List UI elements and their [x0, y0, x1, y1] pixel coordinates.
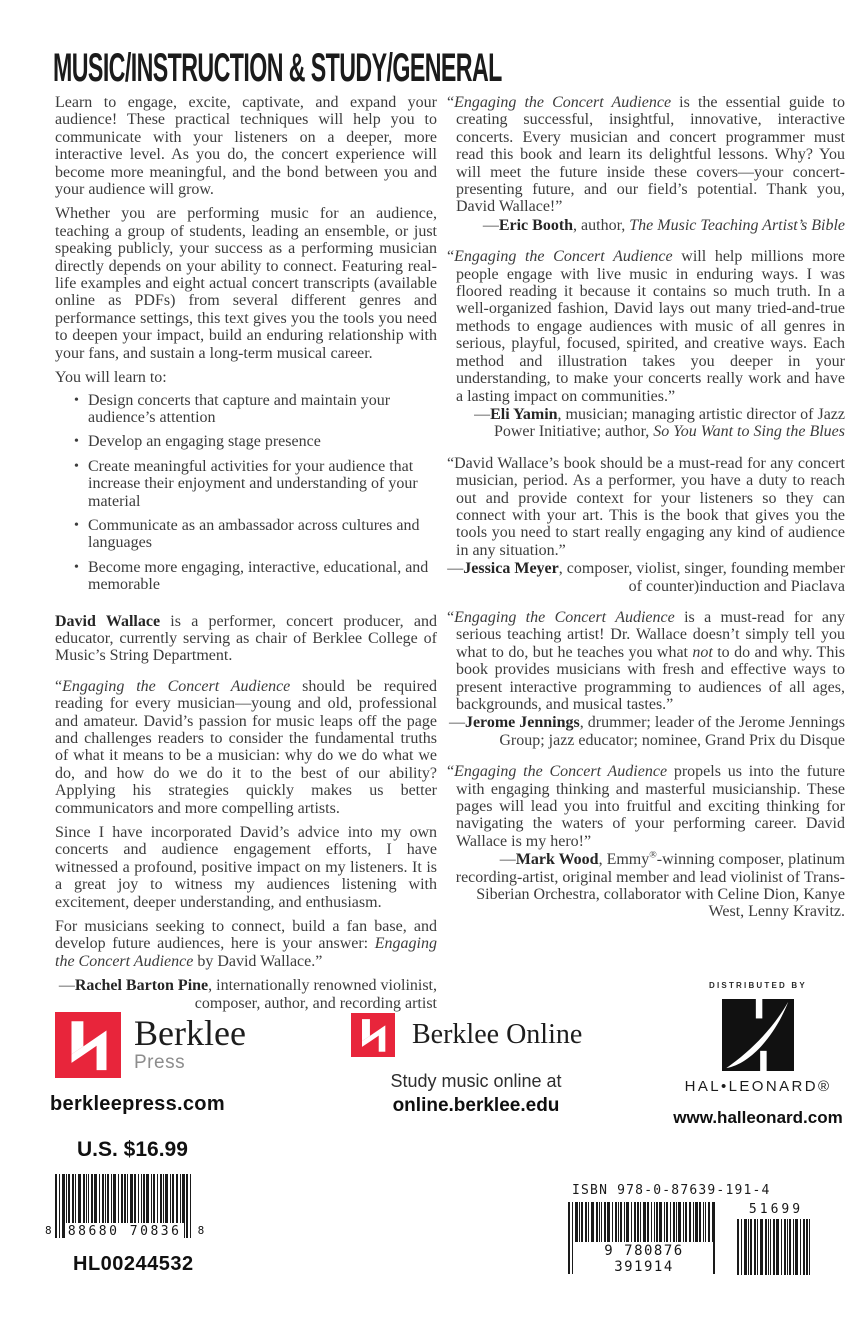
quote-paragraph: Since I have incorporated David’s advice into my own concerts and audience engagement efforts, I have witnessed a profound, positive impact on my listeners. It is a great joy to witness my audiences listening with excitement, deeper understanding, and enthusiasm.: [55, 824, 437, 911]
quote-attribution: —Eric Booth, author, The Music Teaching Artist’s Bible: [482, 216, 845, 234]
isbn-addon-digits: 51699: [748, 1202, 804, 1217]
list-item: • Create meaningful activities for your audience that increase their enjoyment and understanding of your material: [55, 458, 437, 510]
isbn-label: ISBN 978-0-87639-191-4: [572, 1183, 771, 1198]
list-item: • Develop an engaging stage presence: [55, 433, 437, 450]
author-bio: David Wallace is a performer, concert producer, and educator, currently serving as chair of Berklee College of Music’s String Department.: [55, 612, 437, 665]
list-item: • Design concerts that capture and maintain your audience’s attention: [55, 392, 437, 427]
berklee-online-block: [351, 1013, 601, 1117]
isbn-barcode: [568, 1183, 815, 1275]
quote-attribution: —Jerome Jennings, drummer; leader of the Jerome Jennings Group; jazz educator; nominee, Grand Prix du Disque: [448, 714, 845, 749]
catalog-number: HL00244532: [73, 1253, 194, 1275]
list-item: • Communicate as an ambassador across cultures and languages: [55, 517, 437, 552]
right-column: [447, 94, 845, 1012]
barcode-bars: [737, 1219, 815, 1275]
quote-attribution: —Eli Yamin, musician; managing artistic director of Jazz Power Initiative; author, So You Want to Sing the Blues: [474, 405, 845, 441]
hal-leonard-block: [660, 981, 856, 1128]
berklee-press-logo-icon: [55, 1012, 121, 1078]
hal-leonard-logo-icon: [722, 999, 794, 1071]
intro-paragraph-2: Whether you are performing music for an audience, teaching a group of students, leading an ensemble, or just speaking publicly, your success as a performing musician directly depends on your ability to connect. Featuring real-life examples and eight actual concert transcripts (available online as PDFs) from several different genres and performance settings, this text gives you the tools you need to deepen your impact, build an enduring relationship with your fans, and sustain a long-term musical career.: [55, 205, 437, 362]
category-header: [53, 46, 827, 90]
upc-barcode-wrap: [45, 1174, 204, 1238]
category-header-text: MUSIC/INSTRUCTION & STUDY/GENERAL: [53, 46, 502, 90]
berklee-online-logo-icon: [351, 1013, 395, 1057]
berklee-online-url: online.berklee.edu: [392, 1095, 560, 1116]
quote-text: “Engaging the Concert Audience is the essential guide to creating successful, insightful, innovative, interactive concerts. Every musician and concert programmer must read this book and learn its delightful lessons. Why? You will meet the future inside these covers—your concert-presenting future, and our field’s potential. Thank you, David Wallace!”: [447, 94, 845, 216]
upc-left-digit: 8: [45, 1224, 52, 1237]
quote-attribution: —Rachel Barton Pine, internationally renowned violinist, composer, author, and recording artist: [58, 977, 437, 1012]
berklee-online-tagline-line1: Study music online at: [390, 1071, 562, 1091]
quote-jessica-meyer: [447, 455, 845, 595]
quote-eric-booth: [447, 94, 845, 234]
upc-barcode: [45, 1174, 204, 1276]
quote-paragraph: For musicians seeking to connect, build a fan base, and develop future audiences, here is your answer: Engaging the Concert Audience by David Wallace.”: [55, 918, 437, 970]
left-column: [55, 94, 437, 1012]
price-label: U.S. $16.99: [77, 1138, 188, 1161]
upc-right-digit: 8: [197, 1224, 205, 1237]
berklee-press-sub: Press: [134, 1052, 186, 1073]
upc-bars: [55, 1174, 195, 1238]
learn-intro: You will learn to:: [55, 369, 167, 387]
body-columns: [55, 94, 845, 1012]
hal-leonard-wordmark: HAL•LEONARD®: [684, 1078, 832, 1095]
hal-leonard-url: www.halleonard.com: [673, 1108, 843, 1127]
quote-text: “David Wallace’s book should be a must-read for any concert musician, period. As a performer, you have a duty to reach out and provide context for your listeners so they can connect with your art. This is the book that gives you the tools you need to start really engaging any kind of audience in any situation.”: [447, 454, 845, 559]
intro-paragraph-1: Learn to engage, excite, captivate, and expand your audience! These practical techniques will help you to communicate with your listeners on a deeper, more interactive level. As you do, the concert experience will become more meaningful, and the bond between you and your audience will grow.: [55, 94, 437, 199]
berklee-online-tagline: [351, 1071, 601, 1117]
berklee-online-logo-row: [351, 1013, 601, 1057]
berklee-online-name: Berklee Online: [412, 1019, 583, 1050]
learn-list: [55, 392, 437, 594]
quote-text: “Engaging the Concert Audience is a must-read for any serious teaching artist! Dr. Wallace doesn’t simply tell you what to do, but he teaches you what not to do and why. This book provides musicians with fresh and effective ways to present interactive programming to audiences of all ages, backgrounds, and musical tastes.”: [447, 608, 846, 713]
quote-rachel-barton-pine: [55, 678, 437, 1012]
quote-attribution: —Jessica Meyer, composer, violist, singer, founding member of counter)induction and Piaclava: [447, 560, 845, 595]
quote-eli-yamin: [447, 248, 845, 440]
distributed-by-label: DISTRIBUTED BY: [709, 981, 807, 990]
quote-text: “Engaging the Concert Audience propels us into the future with engaging thinking and masterful musicianship. These pages will lead you into fruitful and exciting thinking for navigating the waters of your performing career. David Wallace is my hero!”: [447, 763, 845, 850]
isbn-row: [568, 1202, 815, 1275]
upc-digits: 88680 70836: [66, 1223, 184, 1239]
isbn-addon-barcode: [737, 1202, 815, 1275]
list-item: • Become more engaging, interactive, educational, and memorable: [55, 559, 437, 594]
berklee-press-logo-block: [55, 1012, 246, 1078]
quote-jerome-jennings: [447, 609, 845, 749]
quote-text: “Engaging the Concert Audience will help millions more people engage with live music in enduring ways. I was floored reading it because it contains so much truth. In a well-organized fashion, David lays out many tried-and-true methods to engage audiences with music of all genres in serious, playful, focused, spirited, and creative ways. Each method and illustration takes you deeper in your understanding, to make your concerts really work and have a lasting impact on communities.”: [447, 248, 846, 405]
quote-paragraph: “Engaging the Concert Audience should be required reading for every musician—young and old, professional and amateur. David’s passion for music leaps off the page and challenges readers to consider the fundamental truths of what it means to be a musician: why do we do what we do, and how do we do it to the best of our ability? Applying his strategies quickly makes us better communicators and more compelling artists.: [55, 677, 438, 817]
quote-mark-wood: [447, 763, 845, 921]
quote-attribution: —Mark Wood, Emmy®-winning composer, platinum recording-artist, original member and lead violinist of Trans-Siberian Orchestra, collaborator with Celine Dion, Kanye West, Lenny Kravitz.: [455, 849, 845, 921]
berklee-press-url: berkleepress.com: [50, 1093, 225, 1115]
berklee-press-name: Berklee: [134, 1013, 246, 1053]
berklee-press-wordmark: [134, 1012, 246, 1074]
isbn-digits: 9 780876 391914: [575, 1242, 713, 1275]
isbn-main-barcode: [568, 1202, 720, 1274]
